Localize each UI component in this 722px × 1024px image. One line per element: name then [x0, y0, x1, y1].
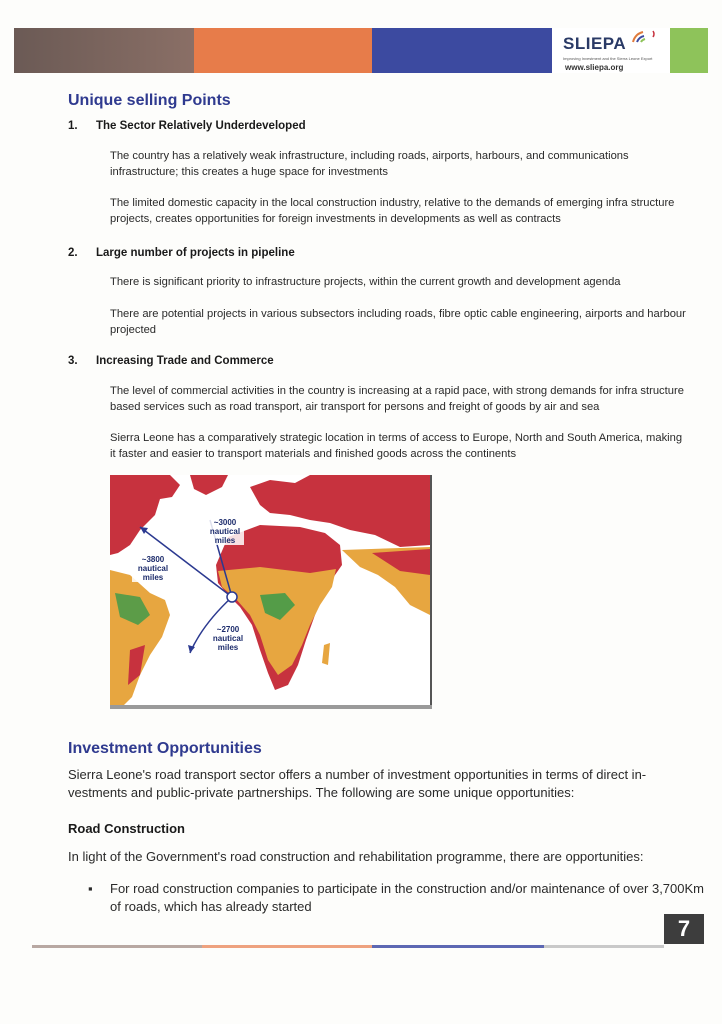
usp-item-3-para-1: The level of commercial activities in the country is increasing at a rapid pace, with strong demands for infra structure based services such as road transport, air transport for persons and freight of goods by air and sea [110, 385, 684, 413]
usp-item-2-para-1: There is significant priority to infrastructure projects, within the current growth and development agenda [110, 276, 621, 288]
footer-line-orange [202, 945, 372, 948]
footer-line-blue [372, 945, 544, 948]
usp-item-1-para-1: The country has a relatively weak infrastructure, including roads, airports, harbours, and communications infrastructure; this creates a huge space for investments [110, 150, 629, 178]
south-america-distance-label: ~2700 nautical miles [208, 625, 248, 652]
road-construction-title: Road Construction [68, 821, 185, 836]
logo-url: www.sliepa.org [565, 63, 624, 72]
usp-title: Unique selling Points [68, 92, 231, 109]
header-band-blue [372, 28, 552, 73]
header-band-brown [14, 28, 194, 73]
usp-item-3-heading [68, 355, 274, 367]
usp-item-number: 1. [68, 120, 78, 132]
usp-item-3-para-2: Sierra Leone has a comparatively strategic location in terms of access to Europe, North and South America, making it faster and easier to transport materials and finished goods across the continents [110, 432, 683, 460]
usp-item-number: 3. [68, 355, 78, 367]
investment-intro: Sierra Leone's road transport sector offers a number of investment opportunities in terms of direct in-vestments and public-private partnerships. The following are some unique opportunities: [68, 767, 647, 800]
bullet-text: For road construction companies to participate in the construction and/or maintenance of over 3,700Km of roads, which has already started [110, 881, 704, 914]
logo-tagline: Improving Investment and the Sierra Leone Export [563, 56, 653, 61]
signal-waves-icon [629, 28, 659, 48]
usp-item-heading: Large number of projects in pipeline [96, 247, 295, 259]
header-band-green [670, 28, 708, 73]
usp-item-2-heading [68, 247, 295, 259]
usp-item-heading: Increasing Trade and Commerce [96, 355, 274, 367]
usp-item-1-heading [68, 120, 306, 132]
footer-line-brown [32, 945, 202, 948]
sliepa-logo [563, 30, 675, 72]
usp-item-1-para-2: The limited domestic capacity in the local construction industry, relative to the demands of emerging infra structure projects, creates opportunities for foreign investments in developments as well as contracts [110, 197, 675, 225]
logo-name: SLIEPA [563, 34, 627, 53]
bullet-marker: ▪ [88, 881, 93, 896]
investment-title: Investment Opportunities [68, 740, 262, 757]
usp-item-number: 2. [68, 247, 78, 259]
header-band-orange [194, 28, 372, 73]
shipping-distance-map [110, 475, 432, 705]
usp-item-2-para-2: There are potential projects in various subsectors including roads, fibre optic cable engineering, airports and harbour projected [110, 308, 686, 336]
footer-line-grey [544, 945, 664, 948]
page-number: 7 [664, 914, 704, 944]
world-map-graphic [110, 475, 430, 705]
road-construction-intro: In light of the Government's road construction and rehabilitation programme, there are opportunities: [68, 849, 644, 864]
north-america-distance-label: ~3800 nautical miles [132, 555, 174, 582]
sierra-leone-marker [227, 592, 237, 602]
usp-item-heading: The Sector Relatively Underdeveloped [96, 120, 306, 132]
map-bottom-border [110, 705, 432, 709]
europe-distance-label: ~3000 nautical miles [206, 518, 244, 545]
